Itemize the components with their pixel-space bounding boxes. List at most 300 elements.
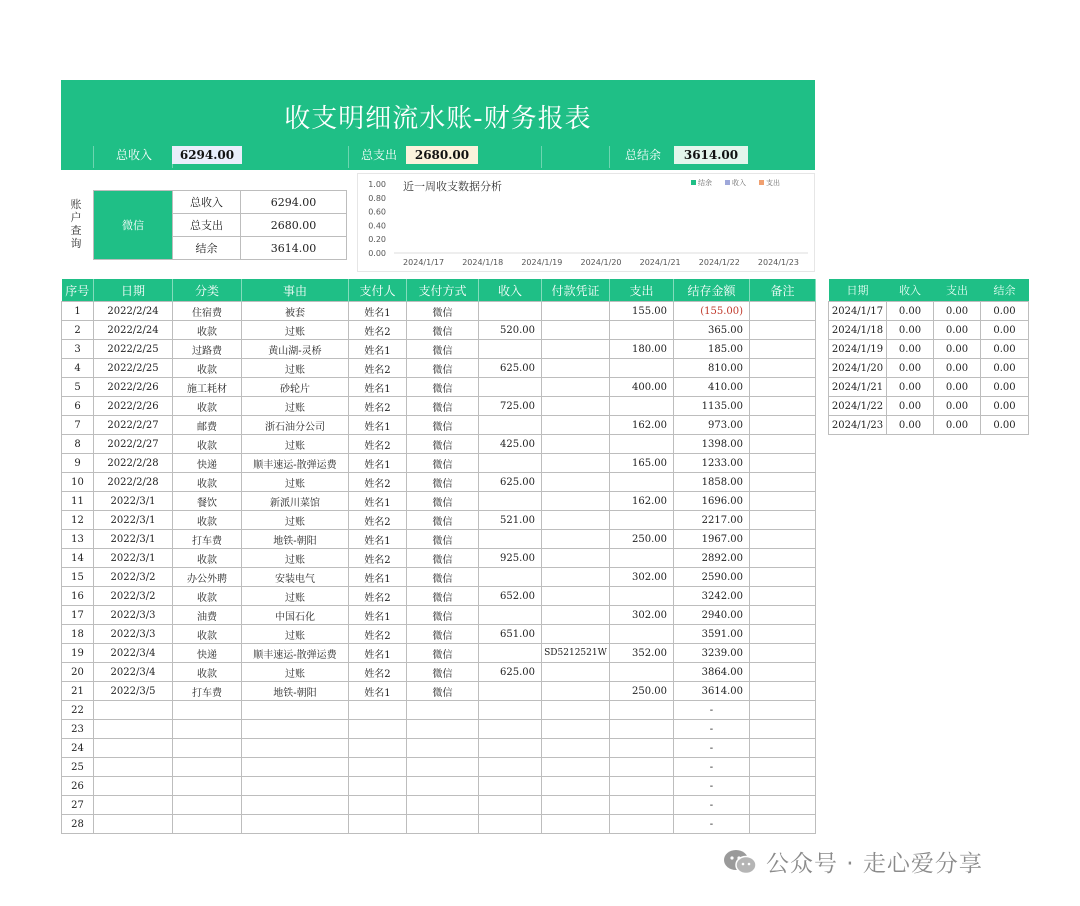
cell-no[interactable]: 25 xyxy=(62,758,94,777)
cell-reason[interactable]: 地铁-朝阳 xyxy=(242,682,349,701)
cell-note[interactable] xyxy=(750,568,816,587)
cell-balance[interactable]: - xyxy=(674,777,750,796)
cell-reason[interactable]: 被套 xyxy=(242,302,349,321)
cell-payer[interactable]: 姓名2 xyxy=(349,435,407,454)
cell-payer[interactable]: 姓名2 xyxy=(349,397,407,416)
cell-payer[interactable]: 姓名2 xyxy=(349,359,407,378)
cell-payer[interactable]: 姓名1 xyxy=(349,568,407,587)
cell-note[interactable] xyxy=(750,549,816,568)
cell-no[interactable]: 28 xyxy=(62,815,94,834)
cell-date[interactable]: 2024/1/19 xyxy=(829,340,887,359)
cell-note[interactable] xyxy=(750,815,816,834)
cell-payer[interactable]: 姓名1 xyxy=(349,606,407,625)
cell-payer[interactable]: 姓名2 xyxy=(349,511,407,530)
cell-method[interactable] xyxy=(407,739,479,758)
cell-note[interactable] xyxy=(750,644,816,663)
cell-payer[interactable]: 姓名1 xyxy=(349,682,407,701)
cell-voucher[interactable] xyxy=(542,378,610,397)
cell-note[interactable] xyxy=(750,435,816,454)
cell-method[interactable]: 微信 xyxy=(407,511,479,530)
cell-balance[interactable]: 2590.00 xyxy=(674,568,750,587)
cell-income[interactable] xyxy=(479,758,542,777)
cell-note[interactable] xyxy=(750,587,816,606)
cell-expense[interactable] xyxy=(610,796,674,815)
cell-voucher[interactable] xyxy=(542,606,610,625)
cell-no[interactable]: 24 xyxy=(62,739,94,758)
cell-no[interactable]: 22 xyxy=(62,701,94,720)
cell-date[interactable] xyxy=(94,739,173,758)
cell-expense[interactable]: 162.00 xyxy=(610,492,674,511)
cell-income[interactable]: 0.00 xyxy=(887,302,934,321)
cell-method[interactable]: 微信 xyxy=(407,302,479,321)
cell-voucher[interactable] xyxy=(542,302,610,321)
cell-reason[interactable] xyxy=(242,796,349,815)
cell-reason[interactable] xyxy=(242,758,349,777)
cell-income[interactable] xyxy=(479,644,542,663)
cell-payer[interactable]: 姓名1 xyxy=(349,302,407,321)
cell-balance[interactable]: - xyxy=(674,739,750,758)
cell-expense[interactable]: 0.00 xyxy=(934,321,981,340)
cell-expense[interactable]: 400.00 xyxy=(610,378,674,397)
cell-method[interactable]: 微信 xyxy=(407,568,479,587)
cell-date[interactable]: 2022/2/27 xyxy=(94,435,173,454)
cell-voucher[interactable] xyxy=(542,416,610,435)
cell-income[interactable]: 652.00 xyxy=(479,587,542,606)
cell-voucher[interactable] xyxy=(542,530,610,549)
cell-expense[interactable]: 302.00 xyxy=(610,606,674,625)
cell-method[interactable]: 微信 xyxy=(407,644,479,663)
cell-expense[interactable] xyxy=(610,701,674,720)
cell-balance[interactable]: 185.00 xyxy=(674,340,750,359)
cell-balance[interactable]: - xyxy=(674,720,750,739)
cell-voucher[interactable] xyxy=(542,321,610,340)
cell-reason[interactable]: 过账 xyxy=(242,359,349,378)
cell-note[interactable] xyxy=(750,511,816,530)
cell-reason[interactable]: 过账 xyxy=(242,625,349,644)
cell-note[interactable] xyxy=(750,720,816,739)
cell-date[interactable] xyxy=(94,701,173,720)
cell-date[interactable]: 2022/3/1 xyxy=(94,549,173,568)
cell-date[interactable]: 2022/3/2 xyxy=(94,587,173,606)
cell-date[interactable]: 2024/1/20 xyxy=(829,359,887,378)
cell-date[interactable]: 2024/1/22 xyxy=(829,397,887,416)
cell-method[interactable]: 微信 xyxy=(407,378,479,397)
cell-voucher[interactable] xyxy=(542,454,610,473)
cell-note[interactable] xyxy=(750,473,816,492)
cell-reason[interactable]: 过账 xyxy=(242,549,349,568)
cell-income[interactable] xyxy=(479,815,542,834)
cell-income[interactable]: 651.00 xyxy=(479,625,542,644)
cell-date[interactable]: 2022/2/28 xyxy=(94,454,173,473)
cell-no[interactable]: 8 xyxy=(62,435,94,454)
cell-balance[interactable]: 0.00 xyxy=(981,321,1029,340)
cell-income[interactable]: 0.00 xyxy=(887,321,934,340)
cell-cat[interactable]: 收款 xyxy=(173,587,242,606)
cell-payer[interactable] xyxy=(349,758,407,777)
cell-income[interactable] xyxy=(479,530,542,549)
cell-balance[interactable]: 3239.00 xyxy=(674,644,750,663)
cell-note[interactable] xyxy=(750,359,816,378)
cell-voucher[interactable] xyxy=(542,359,610,378)
cell-no[interactable]: 4 xyxy=(62,359,94,378)
cell-balance[interactable]: 0.00 xyxy=(981,302,1029,321)
cell-payer[interactable]: 姓名2 xyxy=(349,625,407,644)
cell-payer[interactable]: 姓名1 xyxy=(349,530,407,549)
cell-payer[interactable]: 姓名2 xyxy=(349,587,407,606)
cell-expense[interactable] xyxy=(610,397,674,416)
cell-method[interactable]: 微信 xyxy=(407,473,479,492)
cell-income[interactable] xyxy=(479,454,542,473)
cell-expense[interactable]: 0.00 xyxy=(934,378,981,397)
cell-date[interactable]: 2022/3/3 xyxy=(94,625,173,644)
cell-cat[interactable]: 打车费 xyxy=(173,682,242,701)
cell-payer[interactable]: 姓名1 xyxy=(349,378,407,397)
cell-expense[interactable] xyxy=(610,359,674,378)
cell-note[interactable] xyxy=(750,777,816,796)
cell-date[interactable]: 2022/2/24 xyxy=(94,321,173,340)
cell-income[interactable] xyxy=(479,606,542,625)
cell-date[interactable]: 2022/3/4 xyxy=(94,644,173,663)
cell-reason[interactable]: 过账 xyxy=(242,397,349,416)
cell-expense[interactable]: 302.00 xyxy=(610,568,674,587)
cell-reason[interactable]: 过账 xyxy=(242,511,349,530)
cell-reason[interactable]: 新派川菜馆 xyxy=(242,492,349,511)
cell-voucher[interactable] xyxy=(542,815,610,834)
cell-method[interactable]: 微信 xyxy=(407,549,479,568)
cell-voucher[interactable] xyxy=(542,682,610,701)
cell-voucher[interactable] xyxy=(542,625,610,644)
cell-payer[interactable]: 姓名1 xyxy=(349,454,407,473)
cell-date[interactable]: 2024/1/18 xyxy=(829,321,887,340)
cell-cat[interactable]: 快递 xyxy=(173,644,242,663)
cell-payer[interactable] xyxy=(349,701,407,720)
cell-cat[interactable]: 油费 xyxy=(173,606,242,625)
cell-payer[interactable] xyxy=(349,739,407,758)
cell-method[interactable] xyxy=(407,701,479,720)
cell-income[interactable]: 625.00 xyxy=(479,663,542,682)
cell-no[interactable]: 7 xyxy=(62,416,94,435)
cell-reason[interactable]: 过账 xyxy=(242,473,349,492)
cell-balance[interactable]: - xyxy=(674,701,750,720)
cell-expense[interactable]: 0.00 xyxy=(934,397,981,416)
cell-income[interactable] xyxy=(479,416,542,435)
cell-no[interactable]: 5 xyxy=(62,378,94,397)
cell-no[interactable]: 9 xyxy=(62,454,94,473)
cell-balance[interactable]: (155.00) xyxy=(674,302,750,321)
cell-balance[interactable]: 0.00 xyxy=(981,340,1029,359)
cell-no[interactable]: 12 xyxy=(62,511,94,530)
cell-balance[interactable]: 3614.00 xyxy=(674,682,750,701)
cell-expense[interactable]: 0.00 xyxy=(934,340,981,359)
cell-cat[interactable] xyxy=(173,777,242,796)
cell-balance[interactable]: 3242.00 xyxy=(674,587,750,606)
cell-cat[interactable]: 打车费 xyxy=(173,530,242,549)
cell-cat[interactable]: 邮费 xyxy=(173,416,242,435)
cell-reason[interactable]: 黄山湖-灵桥 xyxy=(242,340,349,359)
cell-date[interactable]: 2022/3/1 xyxy=(94,492,173,511)
cell-reason[interactable]: 浙石油分公司 xyxy=(242,416,349,435)
cell-date[interactable]: 2022/3/2 xyxy=(94,568,173,587)
cell-balance[interactable]: 1967.00 xyxy=(674,530,750,549)
cell-income[interactable] xyxy=(479,302,542,321)
cell-expense[interactable]: 0.00 xyxy=(934,302,981,321)
cell-note[interactable] xyxy=(750,682,816,701)
cell-payer[interactable]: 姓名2 xyxy=(349,321,407,340)
cell-no[interactable]: 6 xyxy=(62,397,94,416)
cell-income[interactable] xyxy=(479,720,542,739)
cell-reason[interactable]: 安装电气 xyxy=(242,568,349,587)
cell-method[interactable]: 微信 xyxy=(407,454,479,473)
cell-method[interactable]: 微信 xyxy=(407,530,479,549)
cell-balance[interactable]: 0.00 xyxy=(981,397,1029,416)
cell-voucher[interactable] xyxy=(542,473,610,492)
cell-note[interactable] xyxy=(750,492,816,511)
cell-expense[interactable] xyxy=(610,758,674,777)
cell-method[interactable] xyxy=(407,796,479,815)
cell-method[interactable]: 微信 xyxy=(407,625,479,644)
cell-date[interactable] xyxy=(94,796,173,815)
cell-payer[interactable] xyxy=(349,815,407,834)
cell-note[interactable] xyxy=(750,701,816,720)
cell-voucher[interactable] xyxy=(542,796,610,815)
cell-payer[interactable] xyxy=(349,796,407,815)
cell-cat[interactable]: 办公外聘 xyxy=(173,568,242,587)
cell-cat[interactable] xyxy=(173,796,242,815)
cell-income[interactable]: 521.00 xyxy=(479,511,542,530)
cell-date[interactable]: 2022/2/25 xyxy=(94,340,173,359)
cell-cat[interactable]: 过路费 xyxy=(173,340,242,359)
cell-note[interactable] xyxy=(750,321,816,340)
cell-reason[interactable]: 过账 xyxy=(242,587,349,606)
cell-voucher[interactable] xyxy=(542,720,610,739)
cell-voucher[interactable]: SD5212521W xyxy=(542,644,610,663)
cell-expense[interactable] xyxy=(610,511,674,530)
cell-payer[interactable]: 姓名2 xyxy=(349,473,407,492)
cell-balance[interactable]: - xyxy=(674,758,750,777)
cell-payer[interactable]: 姓名2 xyxy=(349,549,407,568)
cell-balance[interactable]: - xyxy=(674,815,750,834)
cell-income[interactable]: 0.00 xyxy=(887,397,934,416)
cell-balance[interactable]: 810.00 xyxy=(674,359,750,378)
cell-cat[interactable] xyxy=(173,758,242,777)
cell-note[interactable] xyxy=(750,416,816,435)
cell-date[interactable]: 2022/3/3 xyxy=(94,606,173,625)
cell-cat[interactable]: 住宿费 xyxy=(173,302,242,321)
cell-method[interactable]: 微信 xyxy=(407,435,479,454)
cell-cat[interactable] xyxy=(173,739,242,758)
cell-no[interactable]: 20 xyxy=(62,663,94,682)
cell-cat[interactable]: 收款 xyxy=(173,435,242,454)
cell-note[interactable] xyxy=(750,758,816,777)
cell-cat[interactable]: 收款 xyxy=(173,511,242,530)
cell-payer[interactable]: 姓名1 xyxy=(349,340,407,359)
cell-note[interactable] xyxy=(750,796,816,815)
cell-no[interactable]: 17 xyxy=(62,606,94,625)
cell-expense[interactable] xyxy=(610,435,674,454)
cell-reason[interactable]: 过账 xyxy=(242,321,349,340)
cell-income[interactable] xyxy=(479,340,542,359)
cell-date[interactable] xyxy=(94,720,173,739)
cell-cat[interactable]: 收款 xyxy=(173,549,242,568)
cell-date[interactable]: 2022/3/1 xyxy=(94,530,173,549)
cell-method[interactable]: 微信 xyxy=(407,359,479,378)
cell-note[interactable] xyxy=(750,739,816,758)
cell-method[interactable]: 微信 xyxy=(407,340,479,359)
cell-balance[interactable]: 2892.00 xyxy=(674,549,750,568)
cell-date[interactable]: 2024/1/23 xyxy=(829,416,887,435)
cell-income[interactable]: 0.00 xyxy=(887,378,934,397)
cell-no[interactable]: 3 xyxy=(62,340,94,359)
cell-note[interactable] xyxy=(750,454,816,473)
cell-no[interactable]: 13 xyxy=(62,530,94,549)
cell-expense[interactable]: 0.00 xyxy=(934,359,981,378)
cell-income[interactable] xyxy=(479,701,542,720)
cell-date[interactable]: 2022/2/27 xyxy=(94,416,173,435)
cell-payer[interactable]: 姓名1 xyxy=(349,644,407,663)
cell-reason[interactable] xyxy=(242,701,349,720)
cell-balance[interactable]: 1858.00 xyxy=(674,473,750,492)
cell-reason[interactable] xyxy=(242,815,349,834)
cell-reason[interactable]: 过账 xyxy=(242,435,349,454)
cell-note[interactable] xyxy=(750,663,816,682)
cell-reason[interactable]: 顺丰速运-散弹运费 xyxy=(242,644,349,663)
cell-no[interactable]: 19 xyxy=(62,644,94,663)
cell-cat[interactable] xyxy=(173,815,242,834)
cell-balance[interactable]: 1398.00 xyxy=(674,435,750,454)
cell-date[interactable]: 2022/2/24 xyxy=(94,302,173,321)
cell-balance[interactable]: 3864.00 xyxy=(674,663,750,682)
cell-expense[interactable]: 165.00 xyxy=(610,454,674,473)
cell-expense[interactable] xyxy=(610,815,674,834)
cell-balance[interactable]: 3591.00 xyxy=(674,625,750,644)
cell-cat[interactable]: 收款 xyxy=(173,359,242,378)
cell-income[interactable]: 425.00 xyxy=(479,435,542,454)
cell-note[interactable] xyxy=(750,302,816,321)
cell-no[interactable]: 23 xyxy=(62,720,94,739)
cell-payer[interactable]: 姓名1 xyxy=(349,416,407,435)
cell-expense[interactable] xyxy=(610,663,674,682)
cell-expense[interactable] xyxy=(610,321,674,340)
cell-expense[interactable]: 0.00 xyxy=(934,416,981,435)
cell-balance[interactable]: 2940.00 xyxy=(674,606,750,625)
cell-date[interactable]: 2022/3/1 xyxy=(94,511,173,530)
cell-reason[interactable]: 中国石化 xyxy=(242,606,349,625)
cell-no[interactable]: 16 xyxy=(62,587,94,606)
cell-date[interactable]: 2022/3/5 xyxy=(94,682,173,701)
cell-voucher[interactable] xyxy=(542,739,610,758)
cell-date[interactable] xyxy=(94,777,173,796)
cell-expense[interactable] xyxy=(610,549,674,568)
cell-reason[interactable] xyxy=(242,720,349,739)
cell-balance[interactable]: 365.00 xyxy=(674,321,750,340)
cell-no[interactable]: 27 xyxy=(62,796,94,815)
cell-reason[interactable]: 过账 xyxy=(242,663,349,682)
cell-payer[interactable]: 姓名1 xyxy=(349,492,407,511)
cell-income[interactable]: 625.00 xyxy=(479,359,542,378)
cell-note[interactable] xyxy=(750,625,816,644)
cell-note[interactable] xyxy=(750,340,816,359)
cell-date[interactable]: 2022/2/25 xyxy=(94,359,173,378)
cell-expense[interactable] xyxy=(610,473,674,492)
cell-reason[interactable] xyxy=(242,739,349,758)
account-name[interactable]: 微信 xyxy=(94,191,173,260)
cell-date[interactable] xyxy=(94,815,173,834)
cell-income[interactable]: 725.00 xyxy=(479,397,542,416)
cell-reason[interactable]: 地铁-朝阳 xyxy=(242,530,349,549)
cell-reason[interactable]: 顺丰速运-散弹运费 xyxy=(242,454,349,473)
cell-date[interactable]: 2022/2/26 xyxy=(94,397,173,416)
cell-income[interactable]: 0.00 xyxy=(887,416,934,435)
cell-cat[interactable]: 收款 xyxy=(173,473,242,492)
cell-cat[interactable]: 快递 xyxy=(173,454,242,473)
cell-cat[interactable]: 收款 xyxy=(173,397,242,416)
cell-cat[interactable]: 收款 xyxy=(173,625,242,644)
cell-expense[interactable]: 250.00 xyxy=(610,682,674,701)
cell-balance[interactable]: 0.00 xyxy=(981,359,1029,378)
cell-income[interactable] xyxy=(479,492,542,511)
cell-income[interactable] xyxy=(479,682,542,701)
cell-balance[interactable]: 410.00 xyxy=(674,378,750,397)
cell-payer[interactable] xyxy=(349,720,407,739)
cell-date[interactable]: 2024/1/17 xyxy=(829,302,887,321)
cell-method[interactable]: 微信 xyxy=(407,397,479,416)
cell-method[interactable]: 微信 xyxy=(407,416,479,435)
cell-date[interactable] xyxy=(94,758,173,777)
cell-method[interactable]: 微信 xyxy=(407,606,479,625)
cell-no[interactable]: 14 xyxy=(62,549,94,568)
cell-method[interactable] xyxy=(407,720,479,739)
cell-balance[interactable]: 973.00 xyxy=(674,416,750,435)
cell-no[interactable]: 18 xyxy=(62,625,94,644)
cell-income[interactable]: 520.00 xyxy=(479,321,542,340)
cell-note[interactable] xyxy=(750,606,816,625)
cell-no[interactable]: 26 xyxy=(62,777,94,796)
cell-voucher[interactable] xyxy=(542,397,610,416)
cell-voucher[interactable] xyxy=(542,777,610,796)
cell-balance[interactable]: 1233.00 xyxy=(674,454,750,473)
cell-date[interactable]: 2022/3/4 xyxy=(94,663,173,682)
cell-voucher[interactable] xyxy=(542,492,610,511)
cell-voucher[interactable] xyxy=(542,511,610,530)
cell-income[interactable] xyxy=(479,568,542,587)
cell-balance[interactable]: 1135.00 xyxy=(674,397,750,416)
cell-income[interactable] xyxy=(479,777,542,796)
cell-no[interactable]: 10 xyxy=(62,473,94,492)
cell-cat[interactable]: 收款 xyxy=(173,663,242,682)
cell-payer[interactable]: 姓名2 xyxy=(349,663,407,682)
cell-expense[interactable] xyxy=(610,587,674,606)
cell-date[interactable]: 2022/2/28 xyxy=(94,473,173,492)
cell-method[interactable]: 微信 xyxy=(407,682,479,701)
cell-income[interactable]: 0.00 xyxy=(887,340,934,359)
cell-expense[interactable]: 250.00 xyxy=(610,530,674,549)
cell-voucher[interactable] xyxy=(542,663,610,682)
cell-expense[interactable]: 155.00 xyxy=(610,302,674,321)
cell-note[interactable] xyxy=(750,378,816,397)
cell-voucher[interactable] xyxy=(542,568,610,587)
cell-voucher[interactable] xyxy=(542,587,610,606)
cell-expense[interactable]: 162.00 xyxy=(610,416,674,435)
cell-no[interactable]: 1 xyxy=(62,302,94,321)
cell-balance[interactable]: 2217.00 xyxy=(674,511,750,530)
cell-expense[interactable]: 352.00 xyxy=(610,644,674,663)
cell-method[interactable]: 微信 xyxy=(407,321,479,340)
cell-note[interactable] xyxy=(750,530,816,549)
cell-method[interactable]: 微信 xyxy=(407,587,479,606)
cell-date[interactable]: 2022/2/26 xyxy=(94,378,173,397)
cell-income[interactable] xyxy=(479,739,542,758)
cell-voucher[interactable] xyxy=(542,435,610,454)
